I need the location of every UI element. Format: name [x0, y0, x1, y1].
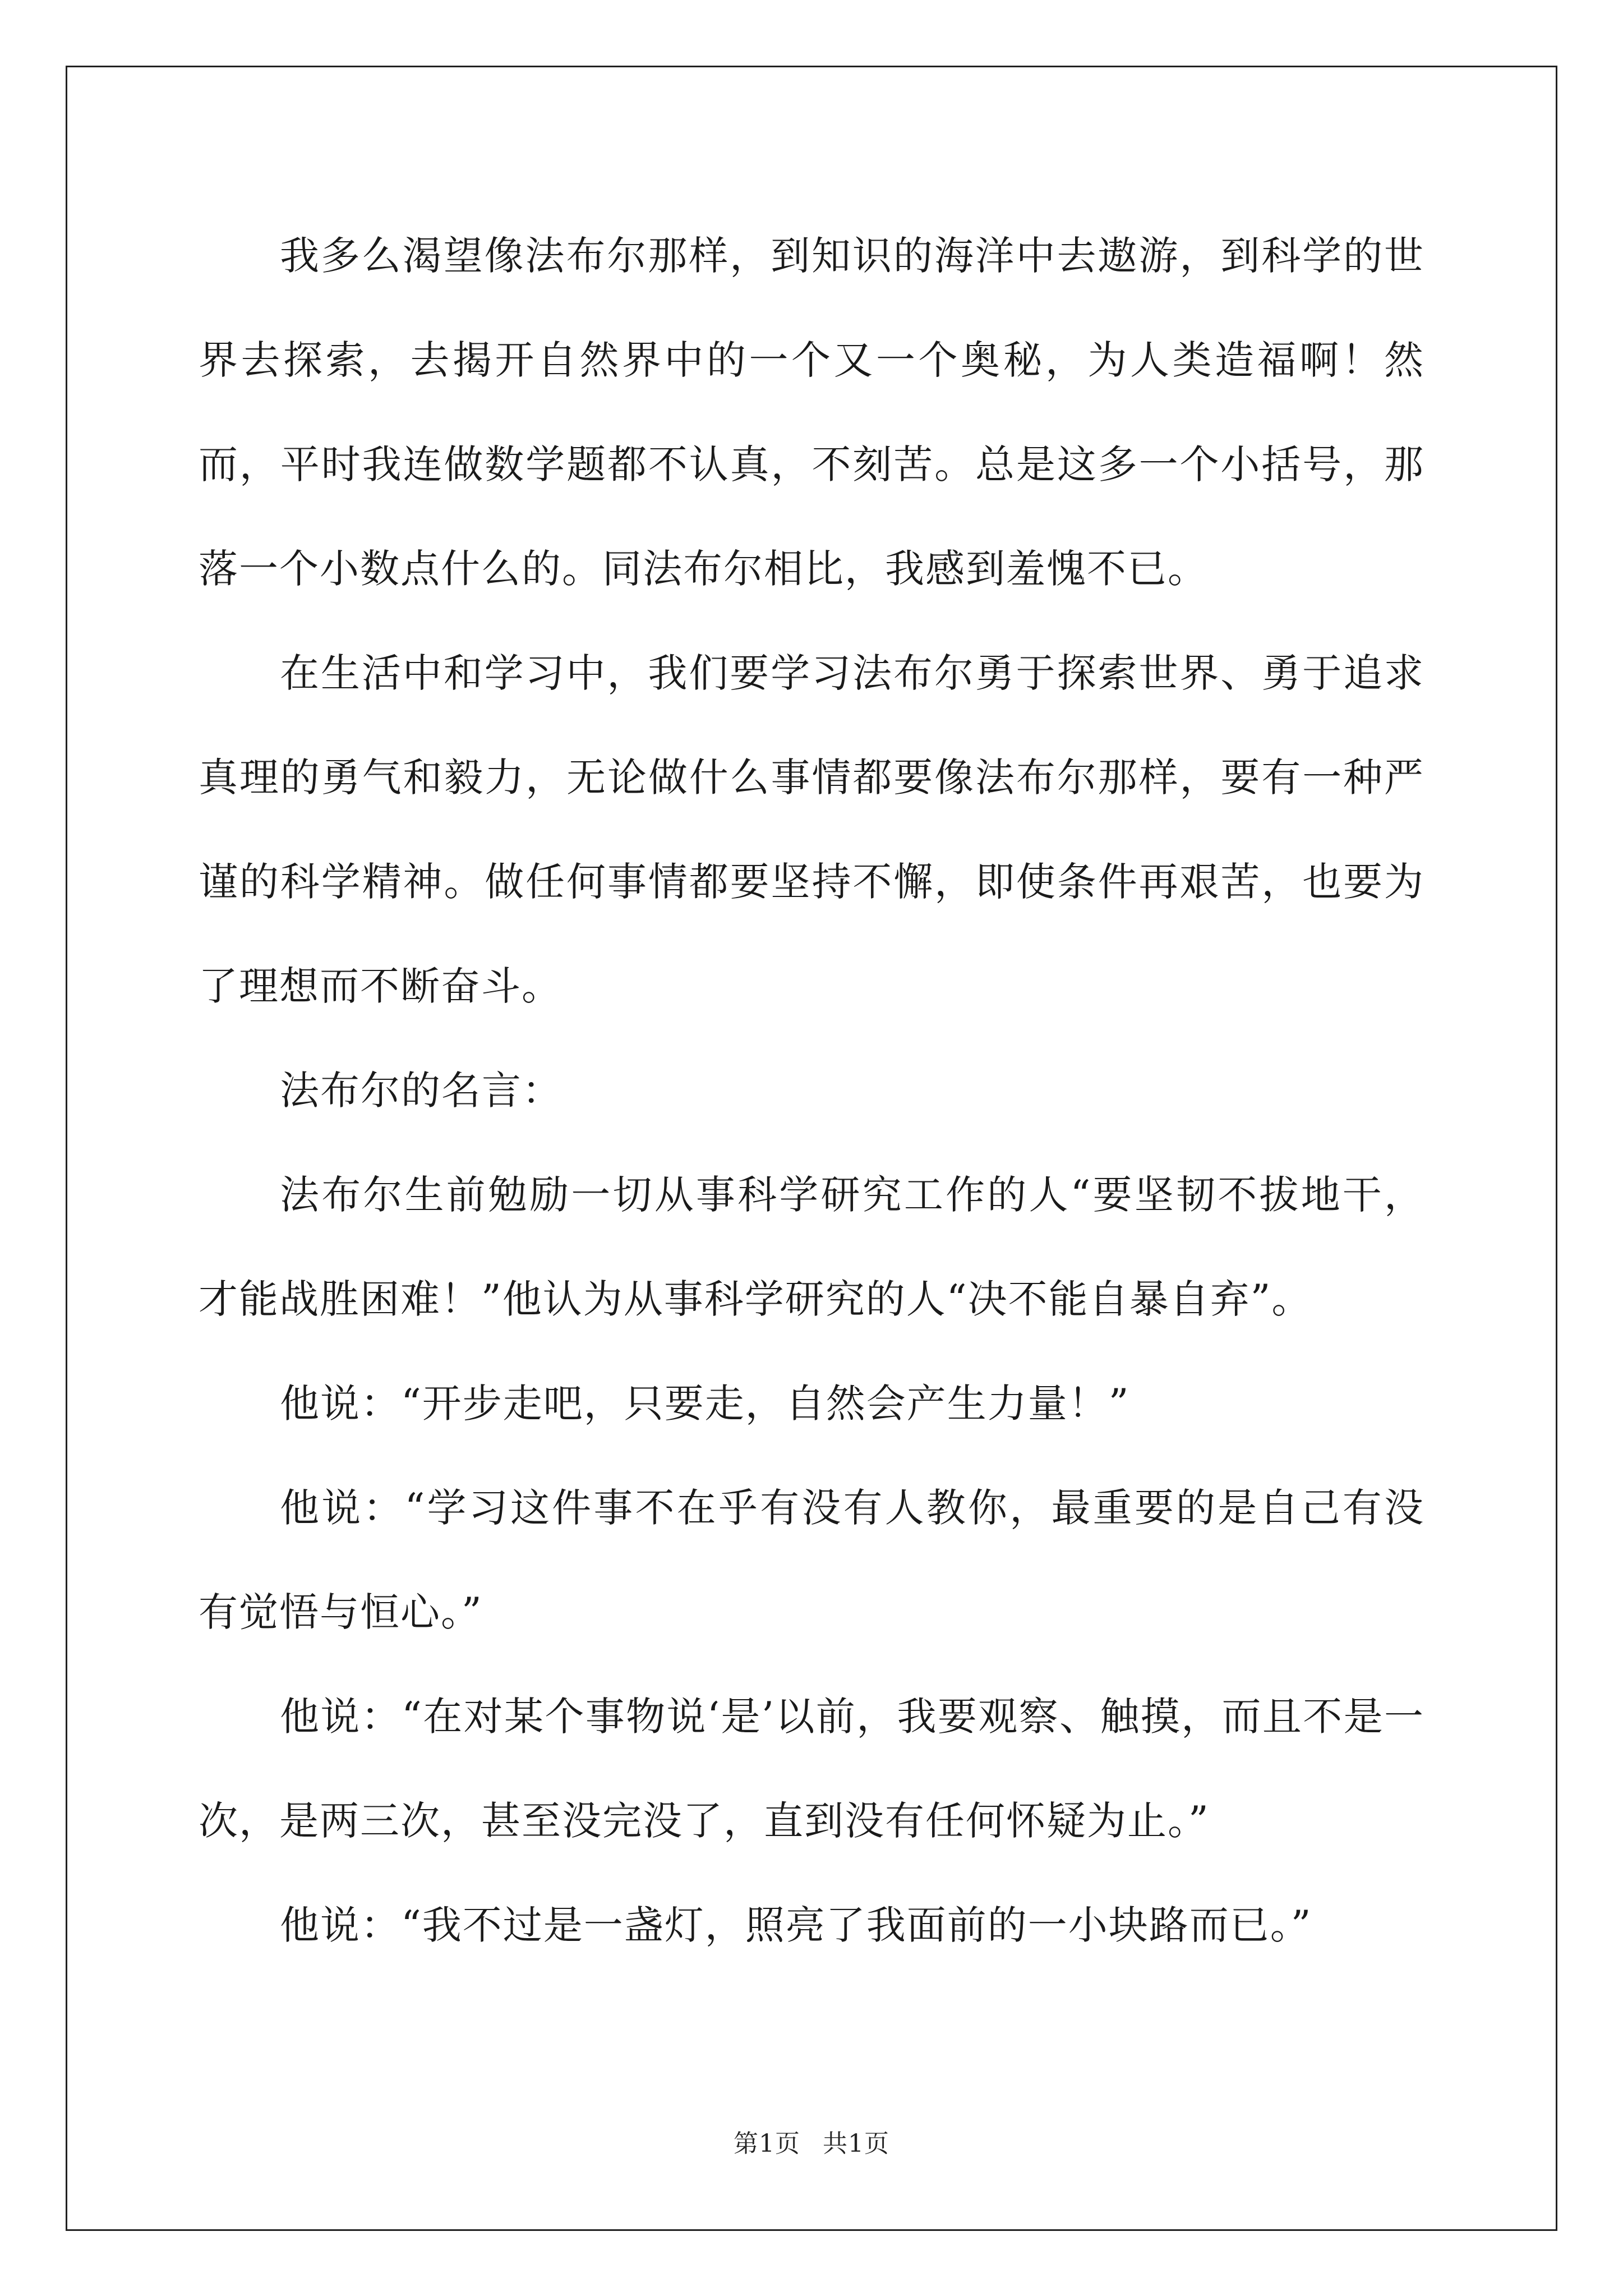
page-total: 共1页 [823, 2129, 889, 2158]
paragraph-quote-lamp: 他说：“我不过是一盏灯，照亮了我面前的一小块路而已。” [280, 1902, 1312, 1948]
paragraph-quote-learning: 他说：“学习这件事不在乎有没有人教你，最重要的是自己有没有觉悟与恒心。” [199, 1485, 1424, 1635]
paragraph-aspiration: 我多么渴望像法布尔那样，到知识的海洋中去遨游，到科学的世界去探索，去揭开自然界中的一个又一个奥秘，为人类造福啊！然而，平时我连做数学题都不认真，不刻苦。总是这多一个小括号，那落一个小数点什么的。同法布尔相比，我感到羞愧不已。 [199, 233, 1424, 592]
page-number: 第1页 [734, 2129, 800, 2158]
paragraph-lesson: 在生活中和学习中，我们要学习法布尔勇于探索世界、勇于追求真理的勇气和毅力，无论做什么事情都要像法布尔那样，要有一种严谨的科学精神。做任何事情都要坚持不懈，即使条件再艰苦，也要为了理想而不断奋斗。 [199, 650, 1424, 1009]
paragraph-quote-perseverance: 法布尔生前勉励一切从事科学研究工作的人“要坚韧不拔地干，才能战胜困难！”他认为从事科学研究的人“决不能自暴自弃”。 [199, 1172, 1424, 1322]
paragraph-quotes-heading: 法布尔的名言： [280, 1068, 562, 1114]
paragraph-quote-observation: 他说：“在对某个事物说‘是’以前，我要观察、触摸，而且不是一次，是两三次，甚至没完没了，直到没有任何怀疑为止。” [199, 1694, 1424, 1844]
page-footer [0, 2123, 1623, 2159]
document-body [199, 204, 1424, 1977]
paragraph-quote-walk: 他说：“开步走吧，只要走，自然会产生力量！” [280, 1381, 1130, 1427]
